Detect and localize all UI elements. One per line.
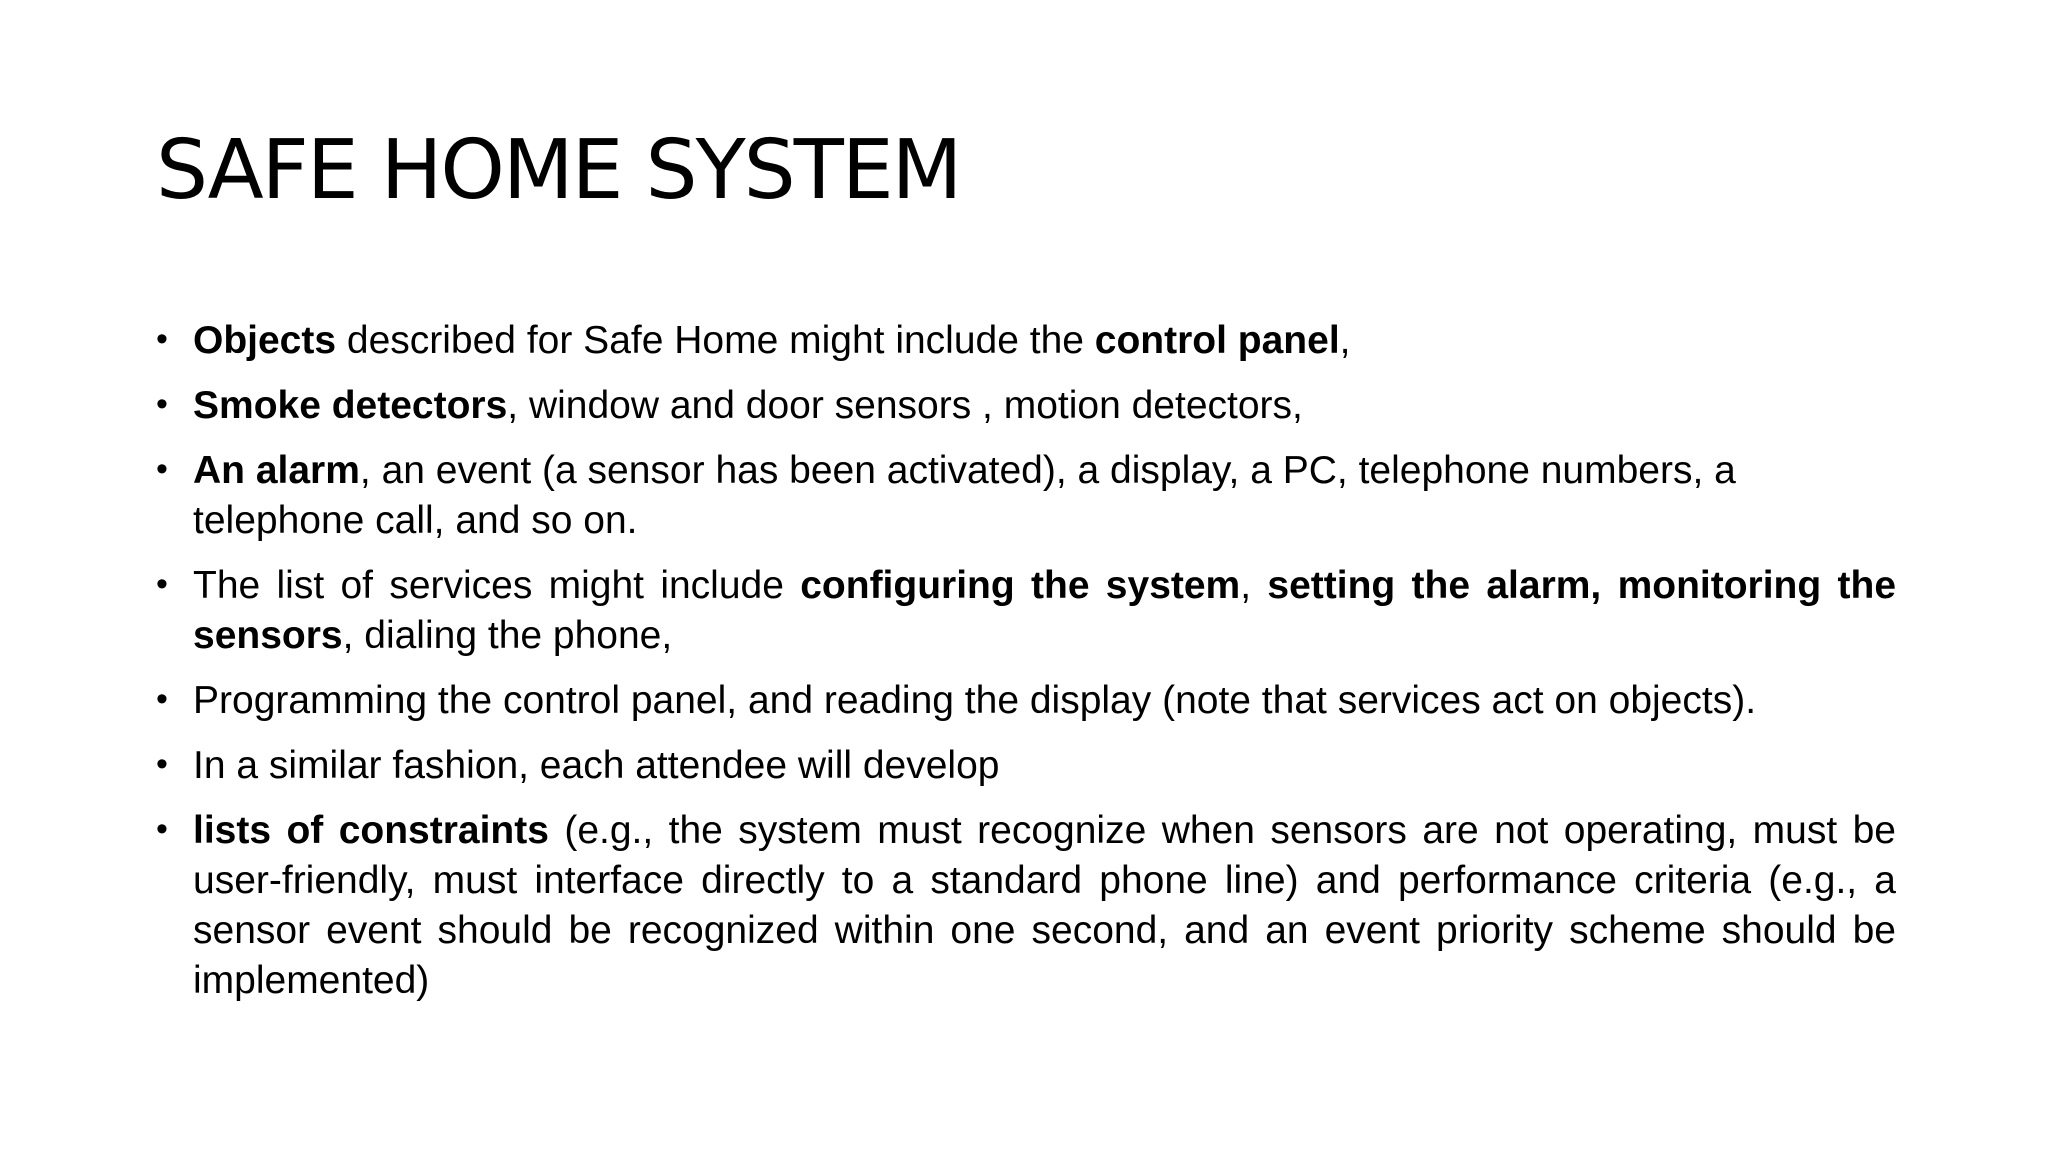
bullet-dot-icon: • — [156, 385, 168, 423]
text-run: , dialing the phone, — [342, 614, 673, 657]
bullet-text — [193, 806, 1896, 1006]
bullet-text — [193, 561, 1896, 661]
text-run: (e.g., the system must recognize when sensors are not operating, must be user-friendly, must interface directly to a standard phone line) and performance criteria (e.g., a sensor event should be recognized within one second, and an event priority scheme should be implemented) — [193, 809, 1896, 1002]
text-run: , window and door sensors , motion detectors, — [507, 384, 1303, 427]
text-run: , — [1339, 319, 1351, 362]
bullet-item — [156, 561, 1896, 661]
text-run: described for Safe Home might include the — [336, 319, 1095, 362]
bullet-item — [156, 676, 1896, 726]
bullet-dot-icon: • — [156, 320, 168, 358]
bullet-item — [156, 381, 1896, 431]
bullet-text — [193, 316, 1896, 366]
slide-title: SAFE HOME SYSTEM — [156, 123, 961, 218]
bold-term: Smoke detectors — [193, 384, 508, 427]
text-run: , an event (a sensor has been activated), a display, a PC, telephone numbers, a telephone call, and so on. — [193, 449, 1736, 542]
text-run: Programming the control panel, and reading the display (note that services act on objects). — [193, 679, 1757, 722]
bold-term: setting the alarm, monitoring the sensors — [193, 564, 1897, 657]
bullet-item — [156, 741, 1896, 791]
bullet-dot-icon: • — [156, 810, 168, 848]
bold-term: configuring the system — [800, 564, 1241, 607]
bold-term: An alarm — [193, 449, 360, 492]
bullet-dot-icon: • — [156, 565, 168, 603]
bold-term: Objects — [193, 319, 337, 362]
bold-term: lists of constraints — [193, 809, 549, 852]
bullet-dot-icon: • — [156, 680, 168, 718]
text-run: , — [1240, 564, 1268, 607]
bullet-text — [193, 741, 1896, 791]
bullet-text — [193, 381, 1896, 431]
text-run: The list of services might include — [193, 564, 801, 607]
bold-term: control panel — [1094, 319, 1340, 362]
bullet-item — [156, 446, 1896, 546]
text-run: In a similar fashion, each attendee will develop — [193, 744, 1000, 787]
bullet-text — [193, 676, 1896, 726]
bullet-item — [156, 316, 1896, 366]
bullet-item — [156, 806, 1896, 1006]
bullet-list — [156, 316, 1896, 1021]
bullet-text — [193, 446, 1896, 546]
bullet-dot-icon: • — [156, 745, 168, 783]
bullet-dot-icon: • — [156, 450, 168, 488]
